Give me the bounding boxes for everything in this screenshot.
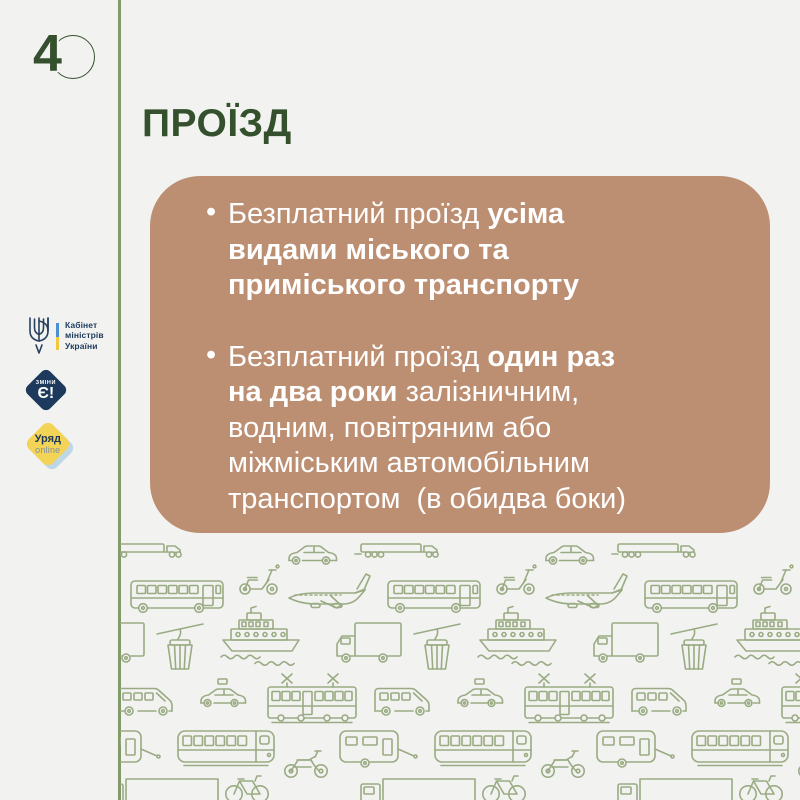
zminy-top-label: ЗМІНИ xyxy=(35,379,57,386)
benefit-text-segment: залізничним, xyxy=(397,376,580,408)
benefit-text-segment: видами міського та xyxy=(228,233,509,266)
trident-icon xyxy=(26,316,52,356)
transport-pattern xyxy=(120,537,800,800)
cabinet-logo-text xyxy=(65,320,104,351)
benefits-card xyxy=(150,176,770,533)
cabinet-line-3: України xyxy=(65,340,98,351)
benefit-text-segment: Безплатний проїзд xyxy=(228,198,488,230)
benefit-text-segment: Безплатний проїзд xyxy=(228,340,488,373)
benefit-text-segment: приміського транспорту xyxy=(228,269,580,301)
benefit-text-segment: на два роки xyxy=(228,376,398,408)
cabinet-of-ministers-logo xyxy=(26,315,112,359)
cabinet-line-2: міністрів xyxy=(65,330,104,341)
uryad-logo-face xyxy=(24,420,72,468)
zminy-main-label: Є! xyxy=(37,384,55,402)
benefit-text-segment: усіма xyxy=(487,198,565,230)
uryad-bottom-label: online xyxy=(35,444,61,455)
benefit-item xyxy=(202,197,742,304)
page-number: 4 xyxy=(33,25,62,83)
benefit-text-segment: водним, повітряним або xyxy=(228,411,552,444)
page-title: ПРОЇЗД xyxy=(142,102,292,145)
zminy-ye-logo xyxy=(23,367,68,412)
uryad-online-logo xyxy=(28,424,72,468)
benefit-text-segment: транспортом (в обидва боки) xyxy=(228,482,627,515)
bullet-dot: • xyxy=(206,338,217,371)
benefit-text-segment: міжміським автомобільним xyxy=(228,447,590,479)
benefits-list xyxy=(202,197,742,517)
cabinet-line-1: Кабінет xyxy=(65,320,98,330)
flag-bar xyxy=(56,323,59,350)
bullet-dot: • xyxy=(206,196,217,228)
uryad-top-label: Уряд xyxy=(34,432,62,445)
benefit-item xyxy=(202,340,742,518)
benefit-text-segment: один раз xyxy=(487,340,616,373)
